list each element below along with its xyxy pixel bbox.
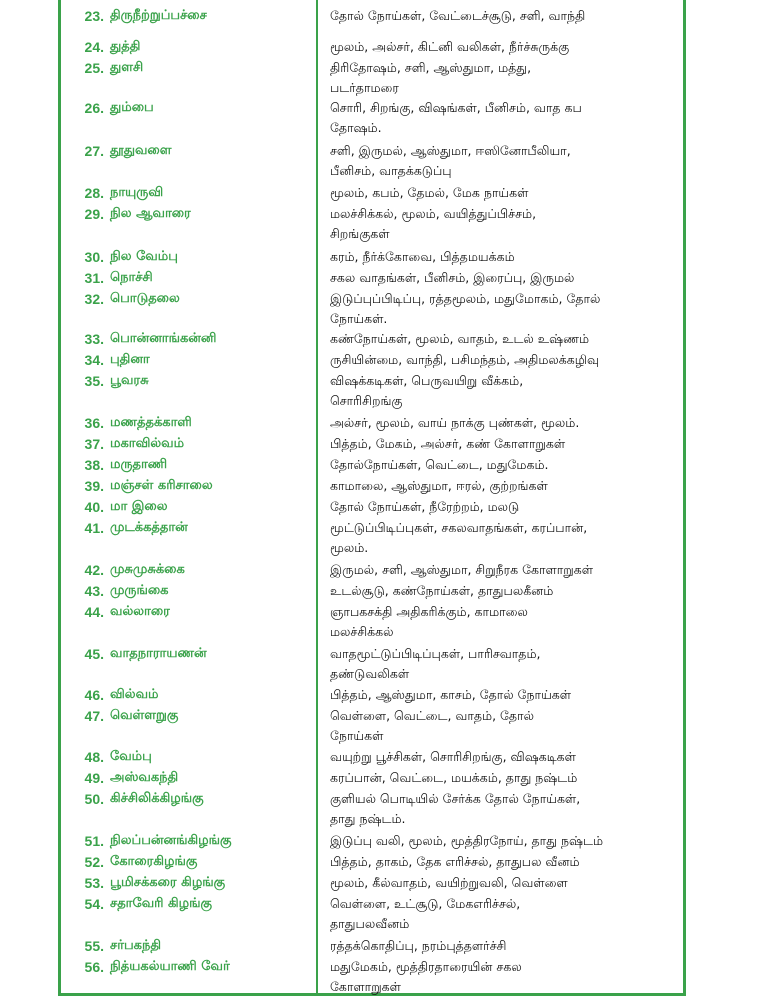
herb-name: கிச்சிலிக்கிழங்கு — [110, 791, 204, 806]
herb-uses-line: மூலம், கபம், தேமல், மேக நாய்கள் — [330, 185, 529, 200]
entry-number: 31. — [84, 270, 104, 286]
herb-uses-line: கரம், நீர்க்கோவை, பித்தமயக்கம் — [330, 249, 515, 264]
entry-number: 28. — [84, 185, 104, 201]
herb-uses — [330, 98, 675, 138]
herb-uses-line: தோஷம். — [330, 120, 382, 135]
herb-name: மா இலை — [110, 499, 168, 514]
herb-uses-line: நோய்கள். — [330, 311, 388, 326]
entry-number: 30. — [84, 249, 104, 265]
entry-number: 47. — [84, 708, 104, 724]
herb-name: நில ஆவாரை — [110, 206, 191, 221]
herb-uses — [330, 789, 675, 829]
entry-number: 51. — [84, 833, 104, 849]
herb-uses-line: தோல் நோய்கள், வேட்டைச்சூடு, சளி, வாந்தி — [330, 8, 586, 23]
herb-uses-line: பித்தம், ஆஸ்துமா, காசம், தோல் நோய்கள் — [330, 687, 572, 702]
herb-uses-line: மதுமேகம், மூத்திரதாரையின் சகல — [330, 959, 522, 974]
herb-uses — [330, 644, 675, 684]
herb-name: நிலப்பன்னங்கிழங்கு — [110, 833, 232, 848]
herb-uses-line: இடுப்பு வலி, மூலம், மூத்திரநோய், தாது நஷ்டம் — [330, 833, 604, 848]
herb-uses-line: அல்சர், மூலம், வாய் நாக்கு புண்கள், மூலம். — [330, 415, 580, 430]
herb-uses — [330, 852, 675, 872]
herb-uses — [330, 329, 675, 349]
herb-uses — [330, 894, 675, 934]
herb-uses — [330, 58, 675, 98]
entry-number: 46. — [84, 687, 104, 703]
entry-number: 38. — [84, 457, 104, 473]
herb-uses-line: மூட்டுப்பிடிப்புகள், சகலவாதங்கள், கரப்பான், — [330, 520, 588, 535]
herb-uses — [330, 936, 675, 956]
entry-number: 25. — [84, 60, 104, 76]
herb-uses-line: சொரிசிறங்கு — [330, 393, 403, 408]
herb-uses-line: பித்தம், மேகம், அல்சர், கண் கோளாறுகள் — [330, 436, 566, 451]
entry-number: 35. — [84, 373, 104, 389]
herb-uses-line: ஞாபகசக்தி அதிகரிக்கும், காமாலை — [330, 604, 528, 619]
herb-uses-line: தோல் நோய்கள், நீரேற்றம், மலடு — [330, 499, 520, 514]
herb-uses-line: வாதமூட்டுப்பிடிப்புகள், பாரிசவாதம், — [330, 646, 541, 661]
herb-uses — [330, 706, 675, 746]
herb-uses-line: மூலம். — [330, 540, 369, 555]
herb-uses — [330, 6, 675, 26]
herb-uses — [330, 497, 675, 517]
entry-number: 53. — [84, 875, 104, 891]
herb-uses-line: ரத்தக்கொதிப்பு, நரம்புத்தளர்ச்சி — [330, 938, 507, 953]
herb-name: திருநீற்றுப்பச்சை — [110, 8, 207, 23]
herb-uses-line: கண்நோய்கள், மூலம், வாதம், உடல் உஷ்ணம் — [330, 331, 590, 346]
herb-name: மருதாணி — [110, 457, 168, 472]
herb-uses — [330, 581, 675, 601]
herb-uses — [330, 873, 675, 893]
herb-name: சர்பகந்தி — [110, 938, 161, 953]
herb-name: வேம்பு — [110, 749, 152, 764]
entry-number: 26. — [84, 100, 104, 116]
herb-uses — [330, 268, 675, 288]
herb-name: சதாவேரி கிழங்கு — [110, 896, 212, 911]
herb-uses-line: சகல வாதங்கள், பீனிசம், இரைப்பு, இருமல் — [330, 270, 575, 285]
herb-uses-line: தோல்நோய்கள், வெட்டை, மதுமேகம். — [330, 457, 549, 472]
entry-number: 52. — [84, 854, 104, 870]
herb-name: முடக்கத்தான் — [110, 520, 188, 535]
herb-name: தும்பை — [110, 100, 154, 115]
entry-number: 41. — [84, 520, 104, 536]
herb-uses — [330, 685, 675, 705]
herb-uses-line: வெள்ளை, வெட்டை, வாதம், தோல் — [330, 708, 534, 723]
entry-number: 54. — [84, 896, 104, 912]
entry-number: 48. — [84, 749, 104, 765]
herb-name: மணத்தக்காளி — [110, 415, 192, 430]
herb-uses-line: விஷக்கடிகள், பெருவயிறு வீக்கம், — [330, 373, 524, 388]
herb-name: தூதுவளை — [110, 143, 172, 158]
herb-uses-line: திரிதோஷம், சளி, ஆஸ்துமா, மத்து, — [330, 60, 532, 75]
entry-number: 32. — [84, 291, 104, 307]
entry-number: 34. — [84, 352, 104, 368]
herb-uses-line: கோளாறுகள் — [330, 979, 401, 994]
herb-name: மஞ்சள் கரிசாலை — [110, 478, 213, 493]
herb-uses-line: தாது நஷ்டம். — [330, 811, 406, 826]
herb-uses-line: மலச்சிக்கல் — [330, 624, 394, 639]
herb-name: துளசி — [110, 60, 144, 75]
herb-uses — [330, 141, 675, 181]
herb-uses-line: பீனிசம், வாதக்கடுப்பு — [330, 163, 452, 178]
herb-uses-line: கரப்பான், வெட்டை, மயக்கம், தாது நஷ்டம் — [330, 770, 578, 785]
entry-number: 27. — [84, 143, 104, 159]
herb-name: பொடுதலை — [110, 291, 180, 306]
herb-name: நாயுருவி — [110, 185, 164, 200]
herb-uses-line: மூலம், அல்சர், கிட்னி வலிகள், நீர்ச்சுருக்கு — [330, 39, 570, 54]
entry-number: 45. — [84, 646, 104, 662]
herb-uses-line: தண்டுவலிகள் — [330, 666, 410, 681]
entry-number: 56. — [84, 959, 104, 975]
entry-number: 36. — [84, 415, 104, 431]
herb-name: வெள்ளறுகு — [110, 708, 179, 723]
column-divider — [316, 0, 318, 996]
herb-uses-line: மூலம், கீல்வாதம், வயிற்றுவலி, வெள்ளை — [330, 875, 568, 890]
herb-uses — [330, 476, 675, 496]
herb-uses — [330, 455, 675, 475]
herb-uses-line: குளியல் பொடியில் சேர்க்க தோல் நோய்கள், — [330, 791, 581, 806]
entry-number: 49. — [84, 770, 104, 786]
herb-name: துத்தி — [110, 39, 141, 54]
herb-name: பூமிசக்கரை கிழங்கு — [110, 875, 226, 890]
herb-uses — [330, 518, 675, 558]
herb-name: வல்லாரை — [110, 604, 170, 619]
entry-number: 55. — [84, 938, 104, 954]
herb-uses — [330, 37, 675, 57]
herb-uses-line: தாதுபலவீனம் — [330, 916, 410, 931]
herb-name: பொன்னாங்கன்னி — [110, 331, 217, 346]
herb-uses — [330, 602, 675, 642]
herb-uses — [330, 204, 675, 244]
herb-name: பூவரசு — [110, 373, 149, 388]
herb-uses-line: மலச்சிக்கல், மூலம், வயித்துப்பிச்சம், — [330, 206, 537, 221]
herb-uses-line: சொரி, சிறங்கு, விஷங்கள், பீனிசம், வாத கப — [330, 100, 582, 115]
entry-number: 23. — [84, 8, 104, 24]
herb-uses-line: பித்தம், தாகம், தேக எரிச்சல், தாதுபல வீனம் — [330, 854, 580, 869]
entry-number: 43. — [84, 583, 104, 599]
entry-number: 39. — [84, 478, 104, 494]
herb-uses — [330, 747, 675, 767]
herb-name: கோரைகிழங்கு — [110, 854, 198, 869]
herb-uses-line: உடல்சூடு, கண்நோய்கள், தாதுபலகீனம் — [330, 583, 554, 598]
herb-uses — [330, 247, 675, 267]
herb-name: நொச்சி — [110, 270, 153, 285]
herb-uses-line: சிறங்குகள் — [330, 226, 390, 241]
herb-name: வில்வம் — [110, 687, 159, 702]
herb-uses-line: இருமல், சளி, ஆஸ்துமா, சிறுநீரக கோளாறுகள் — [330, 562, 594, 577]
entry-number: 40. — [84, 499, 104, 515]
herb-uses — [330, 560, 675, 580]
entry-number: 44. — [84, 604, 104, 620]
herb-uses — [330, 831, 675, 851]
herb-name: நித்யகல்யாணி வேர் — [110, 959, 230, 974]
herb-name: மகாவில்வம் — [110, 436, 185, 451]
herb-uses — [330, 183, 675, 203]
herb-uses — [330, 350, 675, 370]
entry-number: 42. — [84, 562, 104, 578]
herb-uses — [330, 768, 675, 788]
herb-uses-line: இடுப்புப்பிடிப்பு, ரத்தமூலம், மதுமோகம், தோல் — [330, 291, 601, 306]
herb-uses-line: காமாலை, ஆஸ்துமா, ஈரல், குற்றங்கள் — [330, 478, 548, 493]
herb-name: நில வேம்பு — [110, 249, 178, 264]
herb-uses-line: வெள்ளை, உட்சூடு, மேகஎரிச்சல், — [330, 896, 521, 911]
herb-uses — [330, 413, 675, 433]
herb-uses — [330, 289, 675, 329]
herb-name: முசுமுசுக்கை — [110, 562, 185, 577]
herb-uses-line: சளி, இருமல், ஆஸ்துமா, ஈஸினோபீலியா, — [330, 143, 571, 158]
herb-uses — [330, 371, 675, 411]
herb-uses-line: ருசியின்மை, வாந்தி, பசிமந்தம், அதிமலக்கழிவு — [330, 352, 600, 367]
entry-number: 37. — [84, 436, 104, 452]
herb-uses — [330, 434, 675, 454]
herb-uses-line: நோய்கள் — [330, 728, 384, 743]
herb-name: முருங்கை — [110, 583, 169, 598]
herb-name: புதினா — [110, 352, 150, 367]
herb-name: வாதநாராயணன் — [110, 646, 207, 661]
entry-number: 24. — [84, 39, 104, 55]
herb-name: அஸ்வகந்தி — [110, 770, 179, 785]
entry-number: 33. — [84, 331, 104, 347]
herb-uses-line: வயுற்று பூச்சிகள், சொரிசிறங்கு, விஷகடிகள் — [330, 749, 576, 764]
herb-uses-line: படர்தாமரை — [330, 80, 399, 95]
entry-number: 29. — [84, 206, 104, 222]
entry-number: 50. — [84, 791, 104, 807]
herb-uses — [330, 957, 675, 997]
